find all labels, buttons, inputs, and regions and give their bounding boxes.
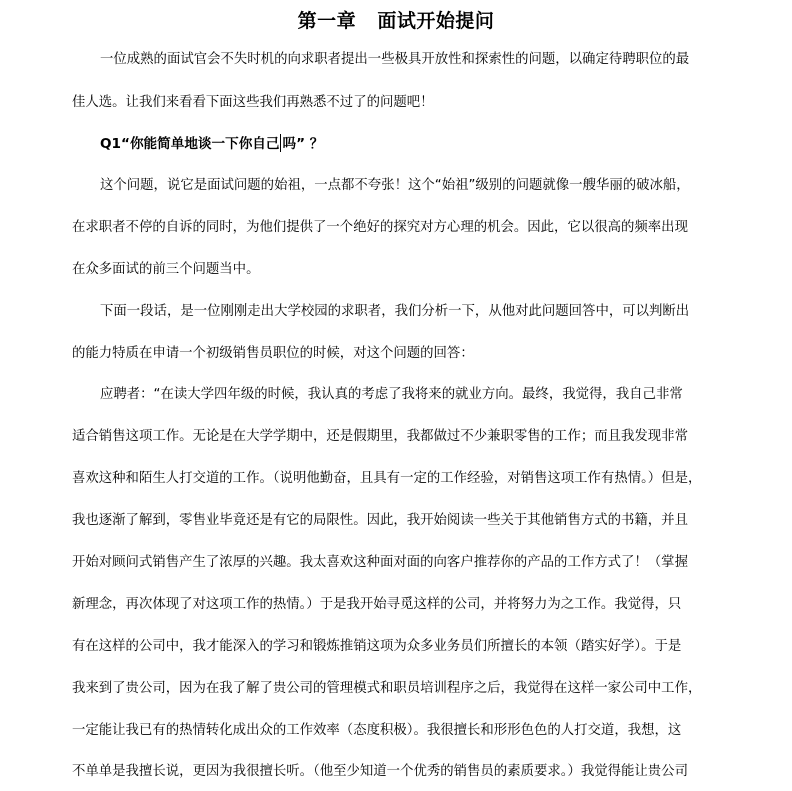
paragraph2-line-2: 的能力特质在申请一个初级销售员职位的时候，对这个问题的回答：	[72, 346, 474, 361]
intro-line-1: 一位成熟的面试官会不失时机的向求职者提出一些极具开放性和探索性的问题，以确定待聘职位的最	[100, 52, 690, 67]
answer-line-7: 有在这样的公司中，我才能深入的学习和锻炼推销这项为众多业务员们所擅长的本领（踏实好学）。于是	[72, 639, 682, 654]
answer-line-10: 不单单是我擅长说，更因为我很擅长听。（他至少知道一个优秀的销售员的素质要求。）我觉得能让贵公司	[72, 764, 688, 779]
paragraph1-line-3: 在众多面试的前三个问题当中。	[72, 262, 260, 277]
answer-line-6: 新理念，再次体现了对这项工作的热情。）于是我开始寻觅这样的公司，并将努力为之工作。我觉得，只	[72, 597, 682, 612]
chapter-title: 第一章 面试开始提问	[297, 10, 495, 32]
answer-line-1: 应聘者：“在读大学四年级的时候，我认真的考虑了我将来的就业方向。最终，我觉得，我自己非常	[100, 387, 683, 402]
answer-line-8: 我来到了贵公司，因为在我了解了贵公司的管理模式和职员培训程序之后，我觉得在这样一家公司中工作，	[72, 681, 702, 696]
answer-line-3: 喜欢这种和陌生人打交道的工作。（说明他勤奋，且具有一定的工作经验，对销售这项工作有热情。）但是，	[72, 471, 702, 486]
paragraph2-line-1: 下面一段话，是一位刚刚走出大学校园的求职者，我们分析一下，从他对此问题回答中，可以判断出	[100, 304, 690, 319]
answer-line-2: 适合销售这项工作。无论是在大学学期中，还是假期里，我都做过不少兼职零售的工作；而且我发现非常	[72, 429, 688, 444]
intro-line-2: 佳人选。让我们来看看下面这些我们再熟悉不过了的问题吧！	[72, 95, 434, 110]
paragraph1-line-1: 这个问题，说它是面试问题的始祖，一点都不夸张！这个“始祖”级别的问题就像一艘华丽的破冰船，	[100, 178, 690, 193]
paragraph1-line-2: 在求职者不停的自诉的同时，为他们提供了一个绝好的探究对方心理的机会。因此，它以很高的频率出现	[72, 220, 688, 235]
question-text-start: Q1“你能简单地谈一下你自己	[100, 136, 280, 152]
question-text-end: 吗” ？	[282, 136, 324, 152]
question-heading	[100, 134, 323, 154]
answer-line-4: 我也逐渐了解到，零售业毕竟还是有它的局限性。因此，我开始阅读一些关于其他销售方式的书籍，并且	[72, 513, 688, 528]
answer-line-9: 一定能让我已有的热情转化成出众的工作效率（态度积极）。我很擅长和形形色色的人打交道，我想，这	[72, 723, 682, 738]
answer-line-5: 开始对顾问式销售产生了浓厚的兴趣。我太喜欢这种面对面的向客户推荐你的产品的工作方式了！（掌握	[72, 555, 688, 570]
